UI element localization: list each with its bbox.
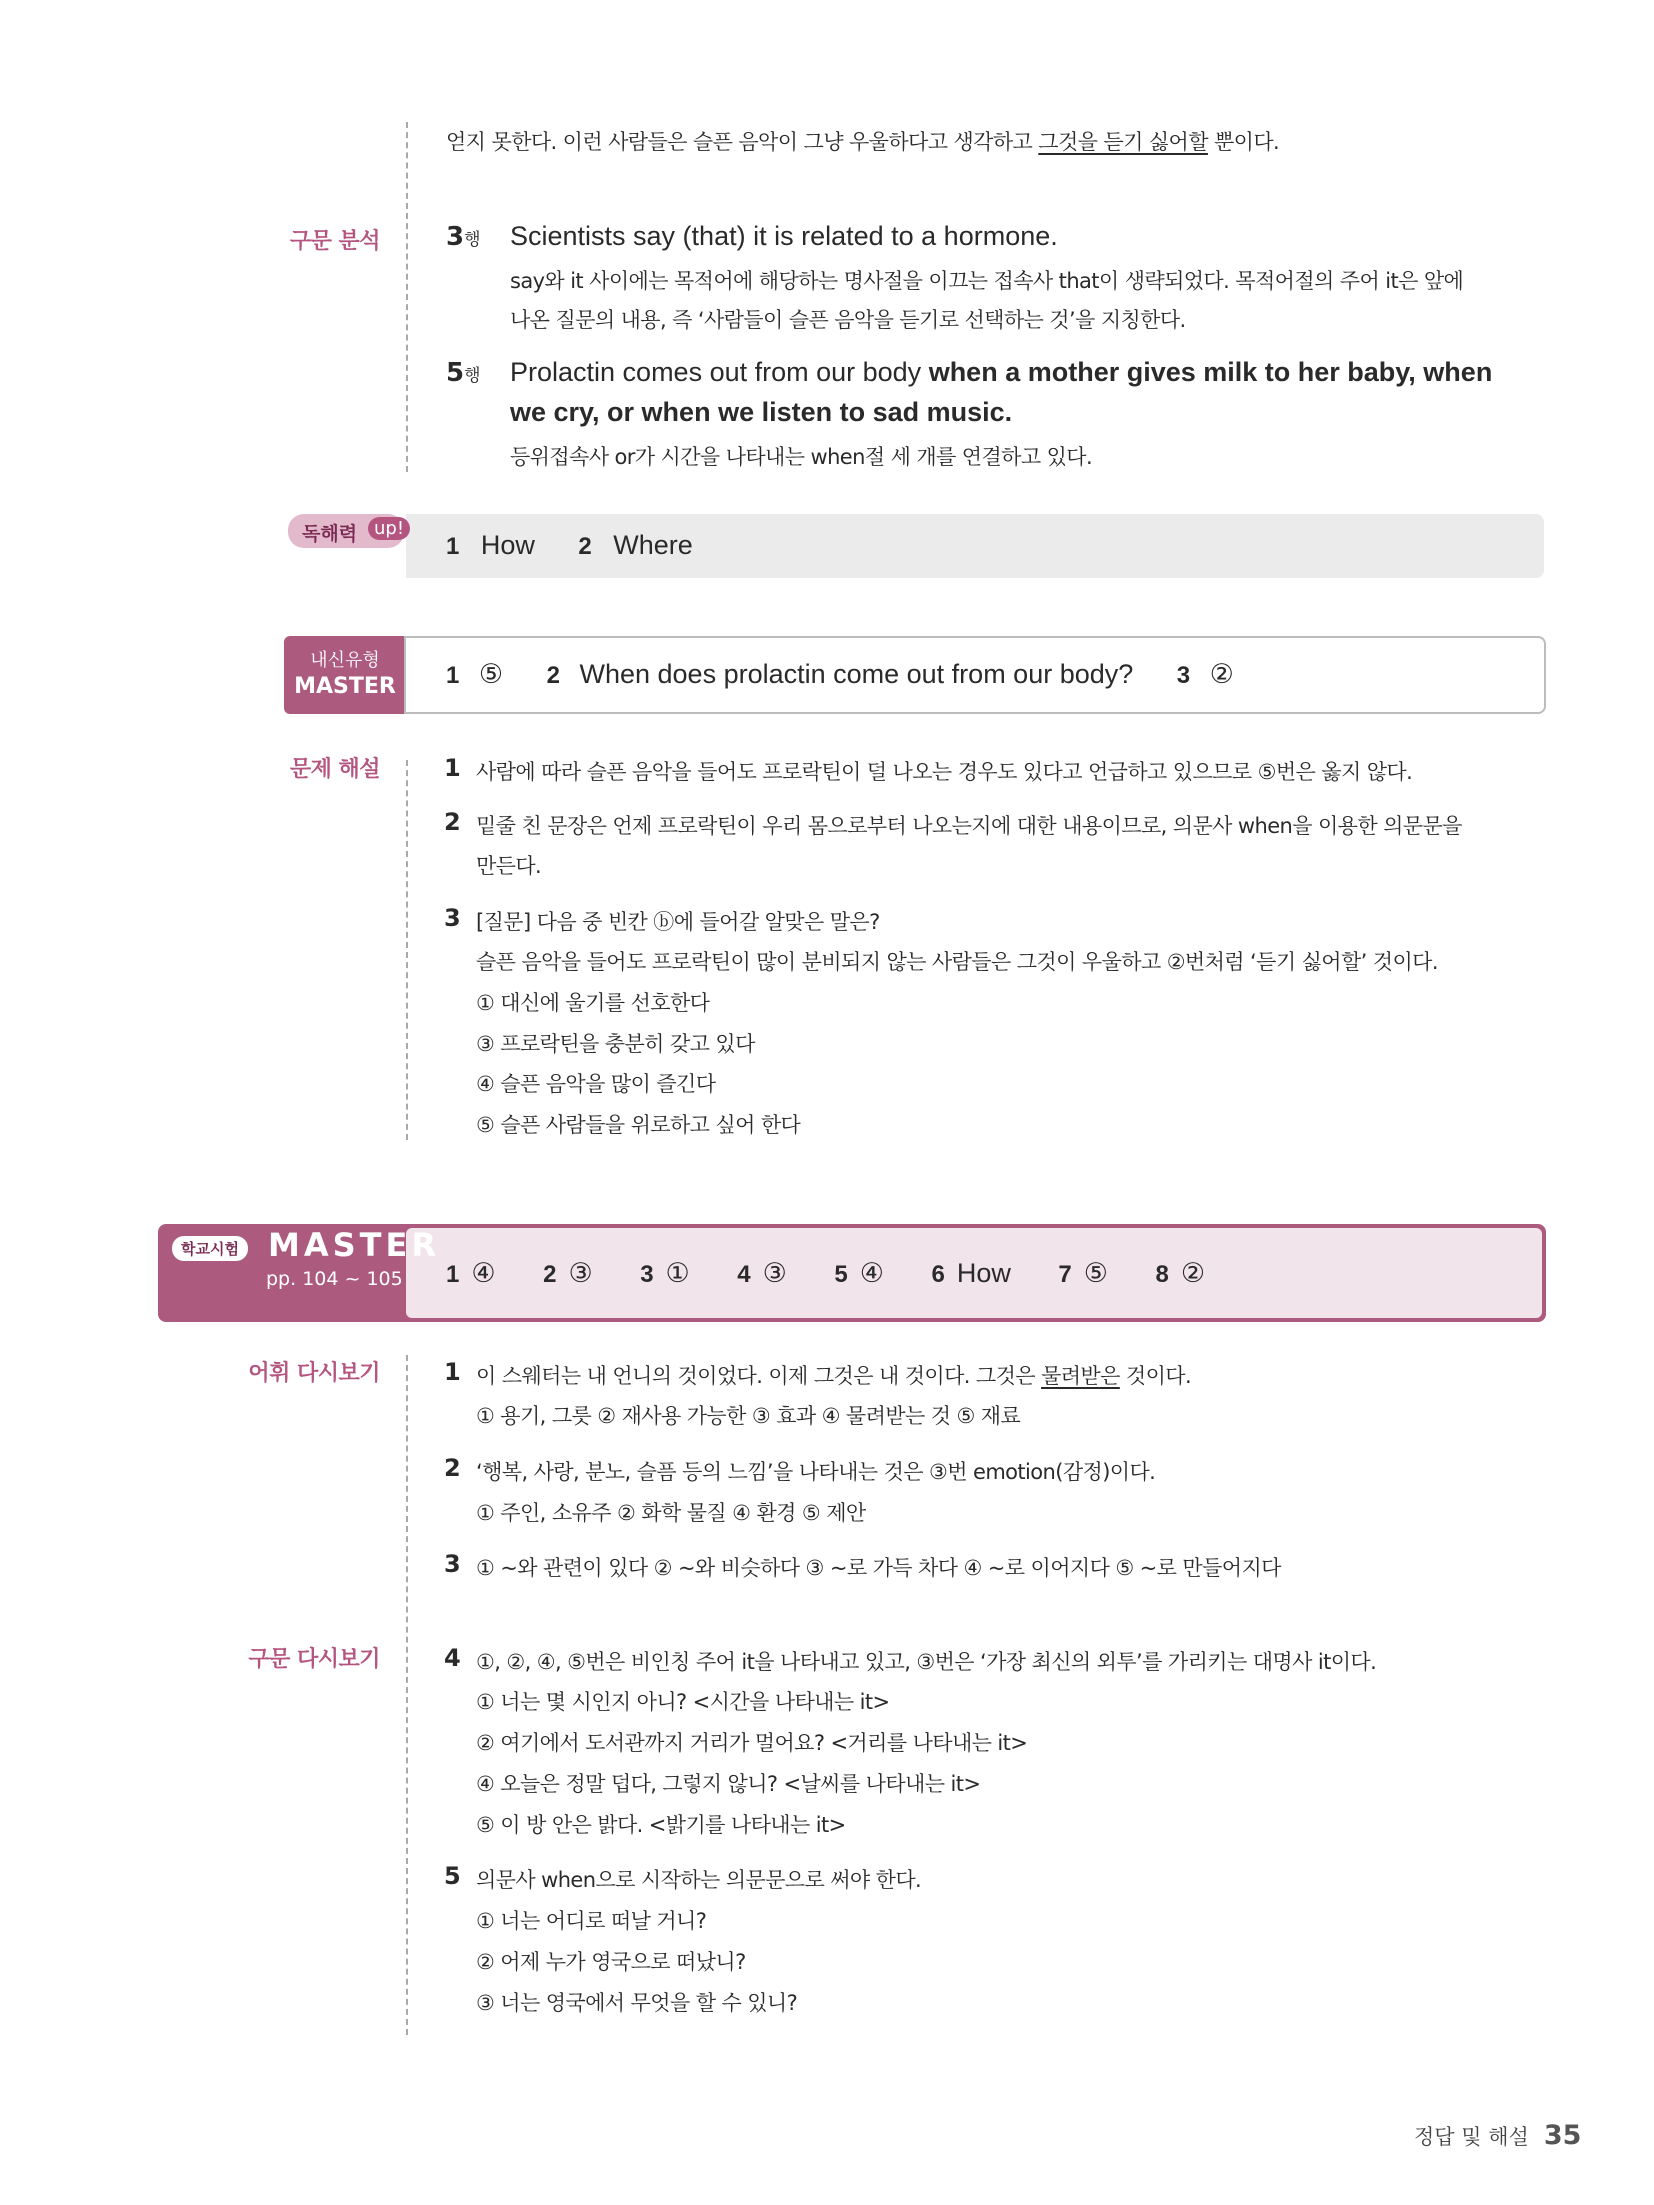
vocab-choices: ① 용기, 그릇 ② 재사용 가능한 ③ 효과 ④ 물려받는 것 ⑤ 재료	[476, 1404, 1021, 1428]
syntax-sentence: Scientists say (that) it is related to a hormone.	[510, 221, 1058, 251]
item-number: 2	[444, 1454, 461, 1482]
syntax-explanation: 나온 질문의 내용, 즉 ‘사람들이 슬픈 음악을 듣기로 선택하는 것’을 지칭한다.	[510, 308, 1186, 332]
margin-rule	[406, 760, 408, 1140]
item-number: 5	[444, 1862, 461, 1890]
line-unit: 행	[464, 366, 481, 386]
syntax-review-line: ⑤ 이 방 안은 밝다. <밝기를 나타내는 it>	[476, 1813, 846, 1837]
school-tag: 학교시험	[172, 1236, 248, 1261]
syntax-review-line: 의문사 when으로 시작하는 의문문으로 써야 한다.	[476, 1868, 922, 1892]
school-master-pages: pp. 104 ~ 105	[266, 1268, 403, 1290]
underlined-phrase: 그것을 듣기 싫어할	[1038, 130, 1208, 154]
syntax-review-line: ③ 너는 영국에서 무엇을 할 수 있니?	[476, 1991, 798, 2015]
explain-line: ③ 프로락틴을 충분히 갖고 있다	[476, 1032, 755, 1056]
margin-rule	[406, 122, 408, 472]
school-answers: 1 ④ 2 ③ 3 ① 4 ③ 5 ④ 6 How 7 ⑤ 8 ②	[446, 1258, 1206, 1288]
item-number: 1	[444, 1358, 461, 1386]
syntax-sentence: Prolactin comes out from our body when a mother gives milk to her baby, when	[510, 357, 1493, 387]
syntax-review-label: 구문 다시보기	[248, 1647, 380, 1672]
explain-line: 만든다.	[476, 854, 542, 878]
item-number: 4	[444, 1644, 461, 1672]
vocab-line: 이 스웨터는 내 언니의 것이었다. 이제 그것은 내 것이다. 그것은 물려받은 것이다.	[476, 1364, 1192, 1388]
line-unit: 행	[464, 230, 481, 250]
margin-rule	[406, 1355, 408, 2035]
syntax-explanation: 등위접속사 or가 시간을 나타내는 when절 세 개를 연결하고 있다.	[510, 445, 1093, 469]
vocab-line: ‘행복, 사랑, 분노, 슬픔 등의 느낌’을 나타내는 것은 ③번 emotion(감정)이다.	[476, 1460, 1156, 1484]
explain-line: ① 대신에 울기를 선호한다	[476, 991, 710, 1015]
up-badge: up!	[368, 517, 410, 540]
vocab-review-label: 어휘 다시보기	[248, 1361, 380, 1386]
item-number: 2	[444, 808, 461, 836]
syntax-review-line: ④ 오늘은 정말 덥다, 그렇지 않니? <날씨를 나타내는 it>	[476, 1772, 981, 1796]
item-number: 1	[444, 754, 461, 782]
syntax-sentence-cont: we cry, or when we listen to sad music.	[510, 397, 1013, 427]
item-number: 3	[444, 1550, 461, 1578]
line-number: 3	[446, 222, 465, 252]
vocab-line: ① ~와 관련이 있다 ② ~와 비슷하다 ③ ~로 가득 차다 ④ ~로 이어지다 ⑤ ~로 만들어지다	[476, 1556, 1281, 1580]
explain-line: 슬픈 음악을 들어도 프로락틴이 많이 분비되지 않는 사람들은 그것이 우울하고 ②번처럼 ‘듣기 싫어할’ 것이다.	[476, 950, 1438, 974]
page-footer	[1414, 2120, 1581, 2151]
line-number: 5	[446, 358, 465, 388]
syntax-item	[446, 358, 481, 388]
vocab-choices: ① 주인, 소유주 ② 화학 물질 ④ 환경 ⑤ 제안	[476, 1501, 866, 1525]
explain-line: ⑤ 슬픈 사람들을 위로하고 싶어 한다	[476, 1113, 801, 1137]
explain-line: 사람에 따라 슬픈 음악을 들어도 프로락틴이 덜 나오는 경우도 있다고 언급하고 있으므로 ⑤번은 옳지 않다.	[476, 760, 1413, 784]
explain-line: ④ 슬픈 음악을 많이 즐긴다	[476, 1072, 716, 1096]
syntax-item	[446, 222, 481, 252]
syntax-review-line: ② 여기에서 도서관까지 거리가 멀어요? <거리를 나타내는 it>	[476, 1731, 1028, 1755]
item-number: 3	[444, 904, 461, 932]
syntax-review-line: ② 어제 누가 영국으로 떠났니?	[476, 1950, 746, 1974]
naesin-answers: 1 ⑤ 2 When does prolactin come out from our body? 3 ②	[446, 659, 1234, 689]
explain-line: 밑줄 친 문장은 언제 프로락틴이 우리 몸으로부터 나오는지에 대한 내용이므로, 의문사 when을 이용한 의문문을	[476, 814, 1462, 838]
problem-explain-label: 문제 해설	[289, 757, 380, 782]
syntax-review-line: ① 너는 몇 시인지 아니? <시간을 나타내는 it>	[476, 1690, 890, 1714]
footer-text: 정답 및 해설	[1414, 2125, 1529, 2149]
syntax-review-line: ①, ②, ④, ⑤번은 비인칭 주어 it을 나타내고 있고, ③번은 ‘가장 최신의 외투’를 가리키는 대명사 it이다.	[476, 1650, 1377, 1674]
translation-continued: 얻지 못한다. 이런 사람들은 슬픈 음악이 그냥 우울하다고 생각하고 그것을 듣기 싫어할 뿐이다.	[446, 130, 1280, 154]
explain-line: [질문] 다음 중 빈칸 ⓑ에 들어갈 알맞은 말은?	[476, 910, 880, 934]
syntax-analysis-label: 구문 분석	[289, 229, 380, 254]
reading-answers: 1 How 2 Where	[446, 530, 693, 560]
reading-up-label: 독해력 up!	[288, 514, 404, 548]
page-number: 35	[1543, 2120, 1582, 2151]
naesin-master-tag: 내신유형 MASTER	[284, 636, 406, 714]
syntax-explanation: say와 it 사이에는 목적어에 해당하는 명사절을 이끄는 접속사 that이 생략되었다. 목적어절의 주어 it은 앞에	[510, 269, 1464, 293]
syntax-review-line: ① 너는 어디로 떠날 거니?	[476, 1909, 707, 1933]
school-master-title: MASTER	[268, 1226, 440, 1264]
